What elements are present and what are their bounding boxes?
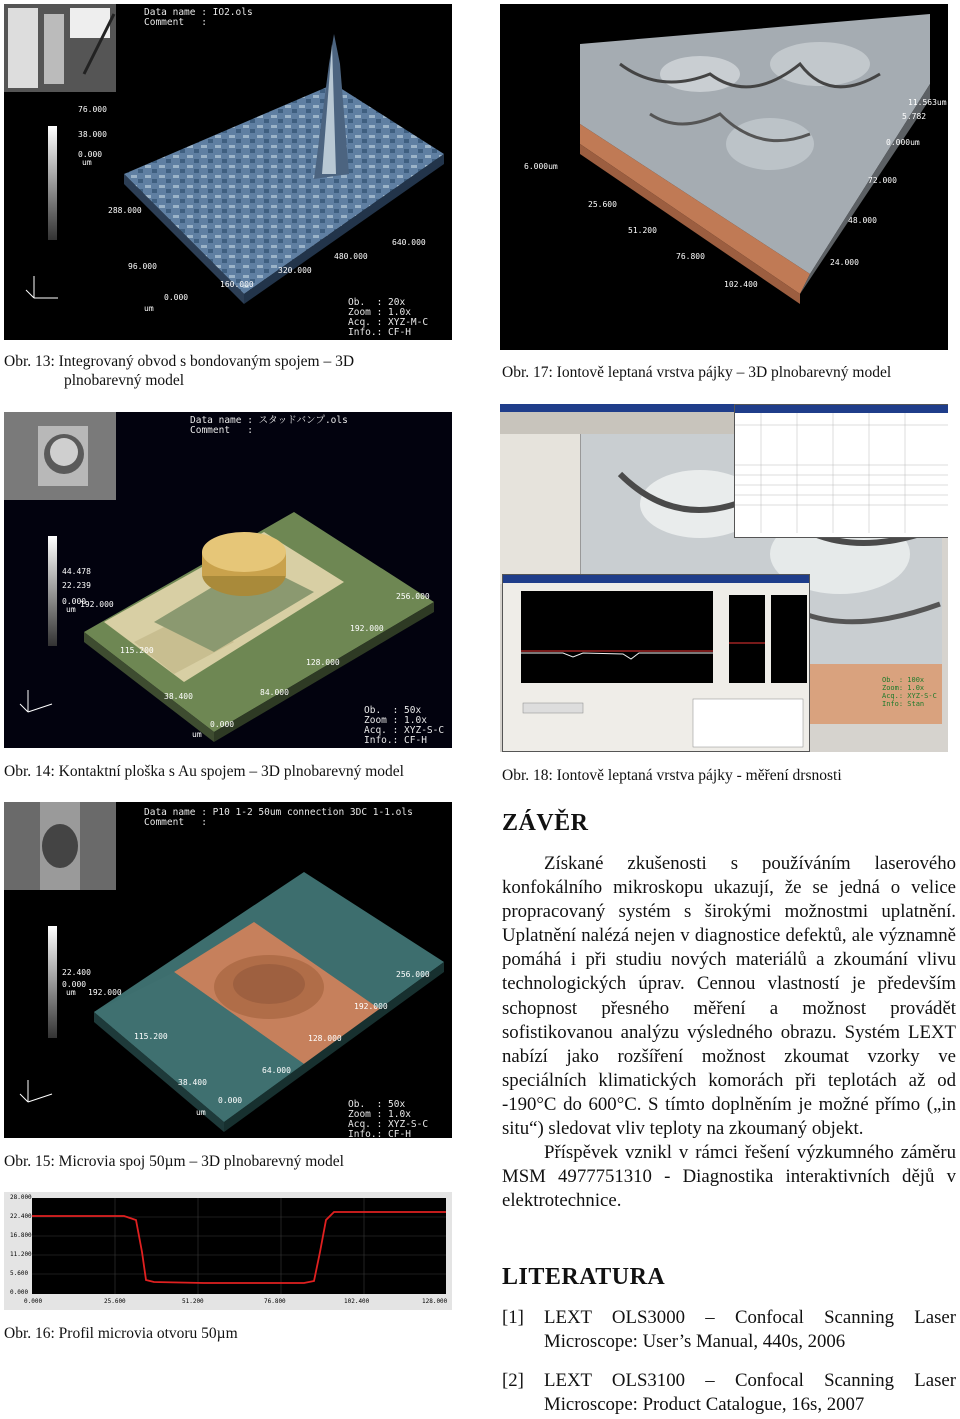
au-bump-acq-info: Ob. : 50x Zoom : 1.0x Acq. : XYZ-S-C Info.: CF-H (364, 705, 445, 746)
tick: 0.000 (218, 1096, 243, 1105)
tick: um (66, 605, 76, 614)
x-tick: 76.800 (264, 1298, 286, 1305)
au-bump-thumbnail (4, 412, 116, 500)
profile-plot (4, 1192, 452, 1310)
tick: 192.000 (80, 600, 114, 609)
tick: 192.000 (88, 988, 122, 997)
tick: 25.600 (588, 200, 617, 209)
figure-14-caption: Obr. 14: Kontaktní ploška s Au spojem – 3D plnobarevný model (4, 763, 404, 780)
tick: 44.478 (62, 567, 91, 576)
x-tick: 25.600 (104, 1298, 126, 1305)
microvia-thumbnail (4, 802, 116, 890)
tick: 102.400 (724, 280, 758, 289)
figure-13-caption-1: Obr. 13: Integrovaný obvod s bondovaným spojem – 3D (4, 353, 355, 370)
tick: 480.000 (334, 252, 368, 261)
tick: 22.400 (62, 968, 91, 977)
figure-17-caption: Obr. 17: Iontově leptaná vrstva pájky – 3D plnobarevný model (502, 364, 892, 381)
tick: um (82, 158, 92, 167)
conclusion-paragraph-2: Příspěvek vznikl v rámci řešení výzkumného záměru MSM 4977751310 - Diagnostika interaktivních dějů v elektrotechnice. (502, 1142, 956, 1212)
tick: 0.000 (164, 293, 189, 302)
tick: 0.000 (210, 720, 235, 729)
figure-16-caption: Obr. 16: Profil microvia otvoru 50µm (4, 1325, 238, 1342)
axis-triad-icon (18, 1072, 58, 1112)
reference-number: [1] (502, 1307, 524, 1328)
figure-18-caption: Obr. 18: Iontově leptaná vrstva pájky - měření drsnosti (502, 767, 842, 784)
y-tick: 16.800 (10, 1232, 32, 1239)
y-tick: 11.200 (10, 1251, 32, 1258)
tick: 64.000 (262, 1066, 291, 1075)
tick: 0.000 (62, 980, 87, 989)
roughness-table-window (734, 404, 948, 538)
figure-13-caption-2: plnobarevný model (64, 372, 185, 389)
roughness-overlay-info: Ob. : 100x Zoom: 1.0x Acq.: XYZ-S-C Info: Stan (882, 676, 937, 708)
tick: 38.400 (164, 692, 193, 701)
tick: 115.200 (120, 646, 154, 655)
reference-item (502, 1306, 956, 1356)
axis-triad-icon (18, 682, 58, 722)
tick: 38.400 (178, 1078, 207, 1087)
tick: 640.000 (392, 238, 426, 247)
reference-text-line1: LEXT OLS3100 – Confocal Scanning Laser (544, 1370, 956, 1391)
tick: 51.200 (628, 226, 657, 235)
tick: 96.000 (128, 262, 157, 271)
au-bump-data-header: Data name : スタッドバンプ.ols Comment : (190, 415, 348, 436)
app-titlebar (500, 404, 736, 412)
tick: 84.000 (260, 688, 289, 697)
control-panel (500, 434, 581, 584)
tick: 192.000 (354, 1002, 388, 1011)
profile-window (502, 574, 810, 752)
y-tick: 0.000 (10, 1289, 29, 1296)
figure-15-microvia-3d (4, 802, 452, 1138)
ic-acq-info: Ob. : 20x Zoom : 1.0x Acq. : XYZ-M-C Info.: CF-H (348, 297, 429, 338)
figure-18-roughness-screenshot (500, 404, 948, 752)
y-tick: 28.000 (10, 1194, 32, 1201)
reference-text-line2: Microscope: User’s Manual, 440s, 2006 (544, 1331, 846, 1352)
tick: 76.000 (78, 105, 107, 114)
figure-16-profile (4, 1192, 452, 1310)
tick: 6.000um (524, 162, 558, 171)
ic-height-scale (48, 126, 57, 240)
x-tick: 102.400 (344, 1298, 370, 1305)
tick: 256.000 (396, 592, 430, 601)
tick: um (66, 988, 76, 997)
conclusion-heading: ZÁVĚR (502, 810, 589, 836)
microvia-acq-info: Ob. : 50x Zoom : 1.0x Acq. : XYZ-S-C Info.: CF-H (348, 1099, 429, 1138)
tick: 24.000 (830, 258, 859, 267)
x-tick: 51.200 (182, 1298, 204, 1305)
figure-14-au-bump-3d (4, 412, 452, 748)
tick: um (196, 1108, 206, 1117)
microvia-height-scale (48, 926, 57, 1038)
tick: 256.000 (396, 970, 430, 979)
tick: 22.239 (62, 581, 91, 590)
microvia-data-header: Data name : P10 1-2 50um connection 3DC 1-1.ols Comment : (144, 807, 413, 828)
tick: 320.000 (278, 266, 312, 275)
app-toolbar (500, 412, 736, 435)
tick: 128.000 (306, 658, 340, 667)
tick: 11.563um (908, 98, 947, 107)
tick: 76.800 (676, 252, 705, 261)
tick: 0.000 (62, 597, 87, 606)
tick: 160.000 (220, 280, 254, 289)
x-tick: 0.000 (24, 1298, 43, 1305)
ic-thumbnail (4, 4, 116, 92)
tick: 192.000 (350, 624, 384, 633)
tick: um (144, 304, 154, 313)
figure-17-solder-3d (500, 4, 948, 350)
tick: 0.000um (886, 138, 920, 147)
tick: um (192, 730, 202, 739)
x-tick: 128.000 (422, 1298, 448, 1305)
conclusion-body (502, 852, 956, 1213)
tick: 128.000 (308, 1034, 342, 1043)
au-bump-height-scale (48, 536, 57, 646)
tick: 288.000 (108, 206, 142, 215)
axis-triad-icon (24, 268, 64, 308)
y-tick: 5.600 (10, 1270, 29, 1277)
tick: 0.000 (78, 150, 103, 159)
figure-15-caption: Obr. 15: Microvia spoj 50µm – 3D plnobarevný model (4, 1153, 344, 1170)
y-tick: 22.400 (10, 1213, 32, 1220)
reference-item (502, 1369, 956, 1419)
tick: 48.000 (848, 216, 877, 225)
tick: 5.782 (902, 112, 927, 121)
figure-13-ic-3d (4, 4, 452, 340)
reference-number: [2] (502, 1370, 524, 1391)
tick: 115.200 (134, 1032, 168, 1041)
reference-text-line1: LEXT OLS3000 – Confocal Scanning Laser (544, 1307, 956, 1328)
reference-text-line2: Microscope: Product Catalogue, 16s, 2007 (544, 1394, 865, 1415)
tick: 38.000 (78, 130, 107, 139)
references-heading: LITERATURA (502, 1264, 666, 1290)
ic-data-header: Data name : IO2.ols Comment : (144, 7, 253, 28)
conclusion-paragraph-1: Získané zkušenosti s používáním laserového konfokálního mikroskopu ukazují, že se jedná o velice propracovaný systém s širokými možnostmi uplatnění. Uplatnění nalézá nejen v diagnostice defektů, ale významně pomáhá i při studiu nových materiálů a zkoumání vlivu technologických úprav. Cennou vlastností je především schopnost přesného měření a možnost provádět sofistikovanou analýzu výsledného obrazu. Systém LEXT nabízí jako rozšíření možnost zkoumat vzorky ve speciálních klimatických komorách při teplotách až od -190°C do 600°C. S tímto doplněním je možné přímo („in situ“) sledovat vliv teploty na zkoumaný objekt. (502, 853, 956, 1140)
tick: 72.000 (868, 176, 897, 185)
